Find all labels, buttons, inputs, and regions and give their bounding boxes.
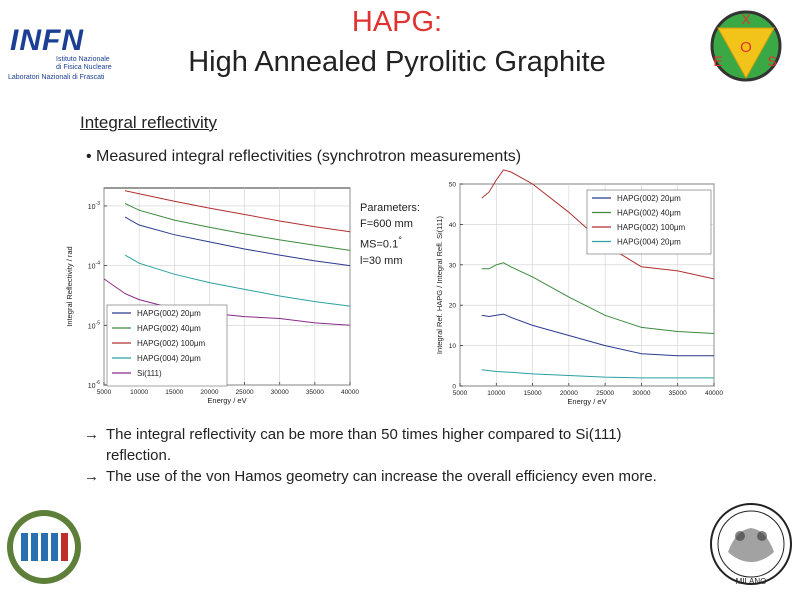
conclusion-text: The use of the von Hamos geometry can increase the overall efficiency even more.: [106, 468, 657, 485]
y-tick-label: 30: [448, 262, 456, 270]
x-tick-label: 30000: [270, 389, 289, 396]
y-tick-label: 10: [448, 343, 456, 351]
smi-logo: [4, 507, 84, 587]
y-tick-base: 10: [87, 203, 96, 211]
x-tick-label: 30000: [632, 390, 651, 397]
smi-logo-bar: [41, 533, 48, 561]
xeos-logo-graphic: [706, 10, 786, 82]
smi-logo-graphic: [4, 507, 84, 587]
y-tick-exponent: -5: [95, 320, 100, 327]
y-tick-label: [88, 320, 100, 330]
parameter-focal-length: F=600 mm: [360, 218, 413, 230]
bullet-item: [86, 148, 521, 166]
legend-label: HAPG(002) 100μm: [137, 339, 206, 348]
y-tick-base: 10: [87, 323, 96, 331]
infn-logo-line3: Laboratori Nazionali di Frascati: [8, 74, 105, 81]
parameters-heading: Parameters:: [360, 202, 420, 214]
slide-title-line1: HAPG:: [351, 6, 443, 38]
y-tick-exponent: -4: [95, 260, 100, 267]
legend-label: HAPG(002) 100μm: [617, 223, 686, 232]
x-tick-label: 40000: [340, 389, 360, 396]
legend-label: HAPG(004) 20μm: [617, 237, 681, 247]
smi-logo-bar: [31, 533, 38, 561]
y-tick-base: 10: [87, 383, 96, 390]
x-tick-label: 5000: [452, 390, 468, 397]
arrow-icon: →: [84, 468, 99, 485]
xeos-logo-letter-x: X: [741, 11, 751, 27]
polimi-seal-graphic: [708, 500, 794, 592]
polimi-seal-figure-head: [757, 531, 767, 541]
x-tick-label: 25000: [596, 390, 615, 397]
infn-logo-brand: INFN: [10, 24, 84, 57]
degree-symbol: °: [398, 235, 402, 245]
y-axis-label: Integral Reflectivity / rad: [65, 246, 74, 327]
bullet-text: Measured integral reflectivities (synchrotron measurements): [96, 148, 522, 165]
y-tick-label: [88, 201, 100, 211]
y-tick-label: 50: [448, 181, 456, 189]
smi-logo-bar: [21, 533, 28, 561]
y-tick-label: 20: [448, 302, 456, 310]
xeos-logo-letter-s: S: [767, 53, 777, 69]
legend-label: HAPG(002) 20μm: [617, 194, 681, 203]
x-tick-label: 10000: [130, 389, 149, 396]
legend-label: HAPG(002) 40μm: [137, 324, 201, 333]
x-axis-label: Energy / eV: [207, 396, 247, 405]
y-tick-exponent: -6: [95, 380, 100, 386]
smi-logo-bar-red: [61, 533, 68, 561]
y-axis-label: Integral Ref. HAPG / Integral Refl. Si(111): [435, 215, 444, 355]
legend-label: HAPG(002) 20μm: [137, 309, 201, 318]
slide-title-line2: High Annealed Pyrolitic Graphite: [188, 46, 606, 78]
x-tick-label: 25000: [235, 389, 254, 396]
conclusion-text: The integral reflectivity can be more than 50 times higher compared to Si(111) reflection.: [106, 426, 622, 464]
parameter-length: l=30 mm: [360, 254, 403, 267]
bullet-dot: •: [86, 148, 97, 165]
smi-logo-bar: [51, 533, 58, 561]
x-tick-label: 20000: [559, 390, 578, 397]
chart-left-svg: [62, 183, 360, 405]
arrow-icon: →: [84, 426, 99, 443]
parameter-mosaic-spread-value: MS=0.1: [360, 238, 399, 251]
x-axis-label: Energy / eV: [567, 397, 607, 406]
legend-label: HAPG(002) 40μm: [617, 208, 681, 218]
xeos-logo-letter-o: O: [740, 39, 752, 56]
y-tick-base: 10: [87, 263, 96, 271]
polimi-seal-figure-head: [735, 531, 745, 541]
chart-reflectivity-ratio: [432, 178, 724, 410]
parameters-box: [360, 200, 420, 269]
y-tick-label: 40: [448, 221, 456, 229]
legend-label: HAPG(004) 20μm: [137, 354, 201, 363]
polimi-seal-label: MILANO: [735, 577, 767, 586]
polimi-logo: [708, 500, 794, 592]
xeos-logo: [706, 10, 786, 82]
legend-label: Si(111): [137, 369, 162, 378]
x-tick-label: 20000: [200, 389, 219, 396]
x-tick-label: 15000: [523, 390, 542, 397]
y-tick-exponent: -3: [95, 200, 100, 207]
y-tick-label: 0: [452, 383, 456, 391]
xeos-logo-letter-e: E: [713, 53, 723, 69]
x-tick-label: 35000: [668, 390, 687, 397]
parameter-mosaic-spread: [360, 232, 420, 253]
y-tick-label: [88, 261, 100, 271]
x-tick-label: 35000: [305, 389, 324, 396]
chart-integral-reflectivity: [62, 183, 360, 405]
x-tick-label: 5000: [96, 389, 112, 396]
infn-logo-line1: Istituto Nazionale: [56, 56, 110, 63]
x-tick-label: 40000: [704, 390, 724, 397]
x-tick-label: 10000: [487, 390, 506, 397]
chart-right-svg: [432, 178, 724, 410]
infn-logo-line2: di Fisica Nucleare: [56, 64, 112, 71]
x-tick-label: 15000: [165, 389, 184, 396]
section-heading: Integral reflectivity: [80, 113, 217, 132]
